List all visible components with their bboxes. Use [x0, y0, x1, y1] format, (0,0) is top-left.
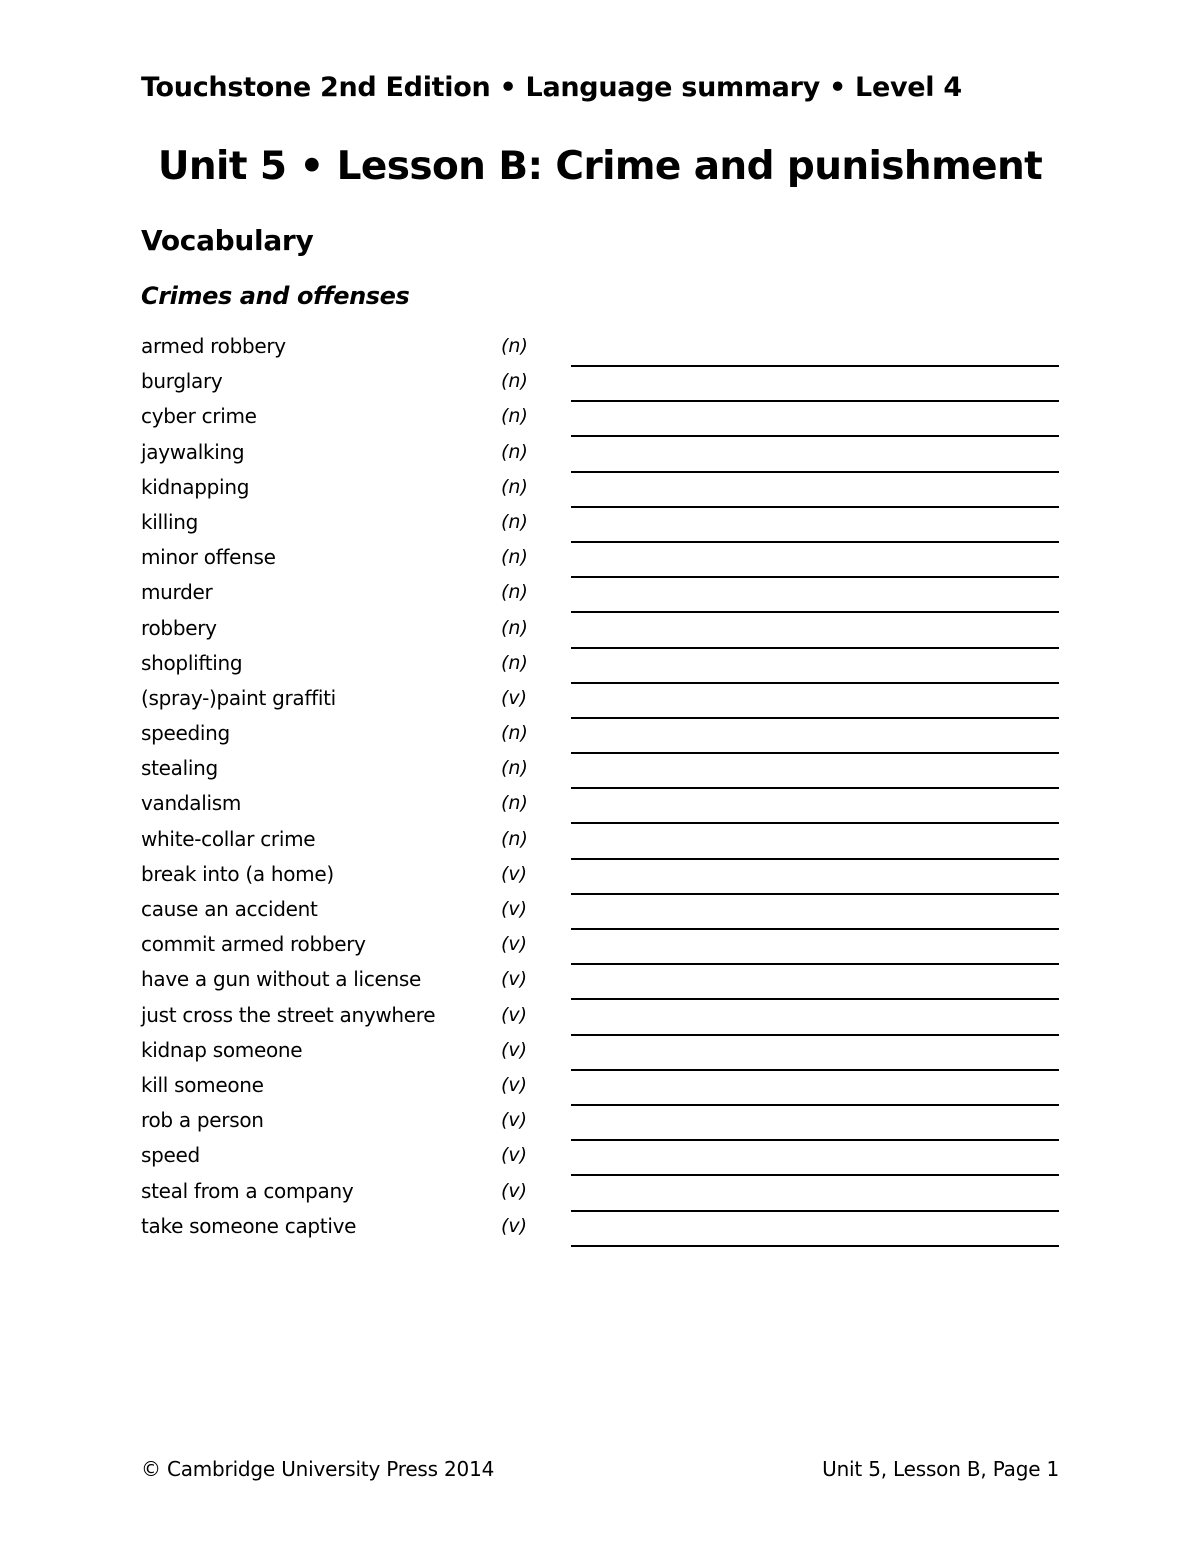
- part-of-speech: (n): [501, 651, 528, 674]
- vocabulary-term: cause an accident: [141, 897, 318, 921]
- vocabulary-term: (spray-)paint graffiti: [141, 685, 336, 710]
- vocabulary-row: [0, 330, 1200, 365]
- vocabulary-term: rob a person: [141, 1108, 264, 1133]
- part-of-speech: (n): [501, 581, 528, 604]
- part-of-speech: (v): [501, 1214, 528, 1237]
- vocabulary-row: [0, 752, 1200, 787]
- part-of-speech: (n): [501, 546, 528, 569]
- part-of-speech: (v): [501, 1144, 528, 1167]
- vocabulary-term: jaywalking: [141, 439, 245, 464]
- vocabulary-row: [0, 717, 1200, 752]
- footer-copyright: © Cambridge University Press 2014: [141, 1457, 495, 1481]
- part-of-speech: (n): [501, 722, 528, 745]
- vocabulary-term: steal from a company: [141, 1178, 354, 1203]
- vocabulary-row: [0, 1069, 1200, 1104]
- part-of-speech: (v): [501, 1109, 528, 1132]
- vocabulary-row: [0, 823, 1200, 858]
- part-of-speech: (n): [501, 510, 528, 533]
- subsection-heading: Crimes and offenses: [141, 282, 410, 310]
- part-of-speech: (n): [501, 370, 528, 393]
- part-of-speech: (v): [501, 1038, 528, 1061]
- part-of-speech: (v): [501, 686, 528, 709]
- vocabulary-row: [0, 1104, 1200, 1139]
- vocabulary-row: [0, 1034, 1200, 1069]
- vocabulary-row: [0, 893, 1200, 928]
- vocabulary-term: robbery: [141, 615, 217, 640]
- vocabulary-row: [0, 928, 1200, 963]
- vocabulary-row: [0, 858, 1200, 893]
- vocabulary-row: [0, 471, 1200, 506]
- vocabulary-term: burglary: [141, 369, 223, 394]
- vocabulary-term: shoplifting: [141, 650, 243, 675]
- part-of-speech: (v): [501, 1003, 528, 1026]
- part-of-speech: (n): [501, 616, 528, 639]
- part-of-speech: (n): [501, 405, 528, 428]
- vocabulary-row: [0, 576, 1200, 611]
- vocabulary-row: [0, 506, 1200, 541]
- page-title: Unit 5 • Lesson B: Crime and punishment: [157, 144, 1043, 189]
- vocabulary-row: [0, 999, 1200, 1034]
- vocabulary-term: kidnapping: [141, 474, 250, 499]
- part-of-speech: (v): [501, 933, 528, 956]
- part-of-speech: (n): [501, 827, 528, 850]
- vocabulary-row: [0, 1210, 1200, 1245]
- vocabulary-term: minor offense: [141, 545, 276, 570]
- vocabulary-term: armed robbery: [141, 334, 286, 358]
- vocabulary-term: break into (a home): [141, 861, 334, 886]
- vocabulary-row: [0, 647, 1200, 682]
- vocabulary-term: white-collar crime: [141, 826, 316, 851]
- vocabulary-term: have a gun without a license: [141, 967, 422, 992]
- answer-line: [571, 1245, 1059, 1247]
- vocabulary-term: take someone captive: [141, 1213, 357, 1238]
- part-of-speech: (n): [501, 792, 528, 815]
- part-of-speech: (v): [501, 1073, 528, 1096]
- part-of-speech: (n): [501, 475, 528, 498]
- vocabulary-row: [0, 612, 1200, 647]
- vocabulary-term: vandalism: [141, 791, 242, 816]
- part-of-speech: (n): [501, 335, 528, 357]
- vocabulary-term: kidnap someone: [141, 1037, 303, 1062]
- footer-page-reference: Unit 5, Lesson B, Page 1: [822, 1457, 1059, 1481]
- part-of-speech: (n): [501, 757, 528, 780]
- part-of-speech: (n): [501, 440, 528, 463]
- vocabulary-row: [0, 963, 1200, 998]
- section-heading: Vocabulary: [141, 224, 314, 257]
- vocabulary-row: [0, 400, 1200, 435]
- vocabulary-term: murder: [141, 580, 213, 605]
- vocabulary-list: [0, 330, 1200, 1245]
- part-of-speech: (v): [501, 968, 528, 991]
- part-of-speech: (v): [501, 862, 528, 885]
- vocabulary-row: [0, 541, 1200, 576]
- vocabulary-term: speed: [141, 1143, 200, 1168]
- vocabulary-term: just cross the street anywhere: [141, 1002, 436, 1027]
- part-of-speech: (v): [501, 898, 528, 920]
- vocabulary-row: [0, 682, 1200, 717]
- vocabulary-row: [0, 365, 1200, 400]
- part-of-speech: (v): [501, 1179, 528, 1202]
- vocabulary-row: [0, 1175, 1200, 1210]
- vocabulary-term: cyber crime: [141, 404, 257, 429]
- vocabulary-row: [0, 1139, 1200, 1174]
- vocabulary-term: speeding: [141, 721, 230, 746]
- document-header: Touchstone 2nd Edition • Language summary • Level 4: [141, 72, 962, 103]
- vocabulary-row: [0, 436, 1200, 471]
- vocabulary-term: commit armed robbery: [141, 932, 366, 957]
- vocabulary-row: [0, 787, 1200, 822]
- vocabulary-term: killing: [141, 509, 199, 534]
- vocabulary-term: kill someone: [141, 1072, 264, 1097]
- vocabulary-term: stealing: [141, 756, 218, 781]
